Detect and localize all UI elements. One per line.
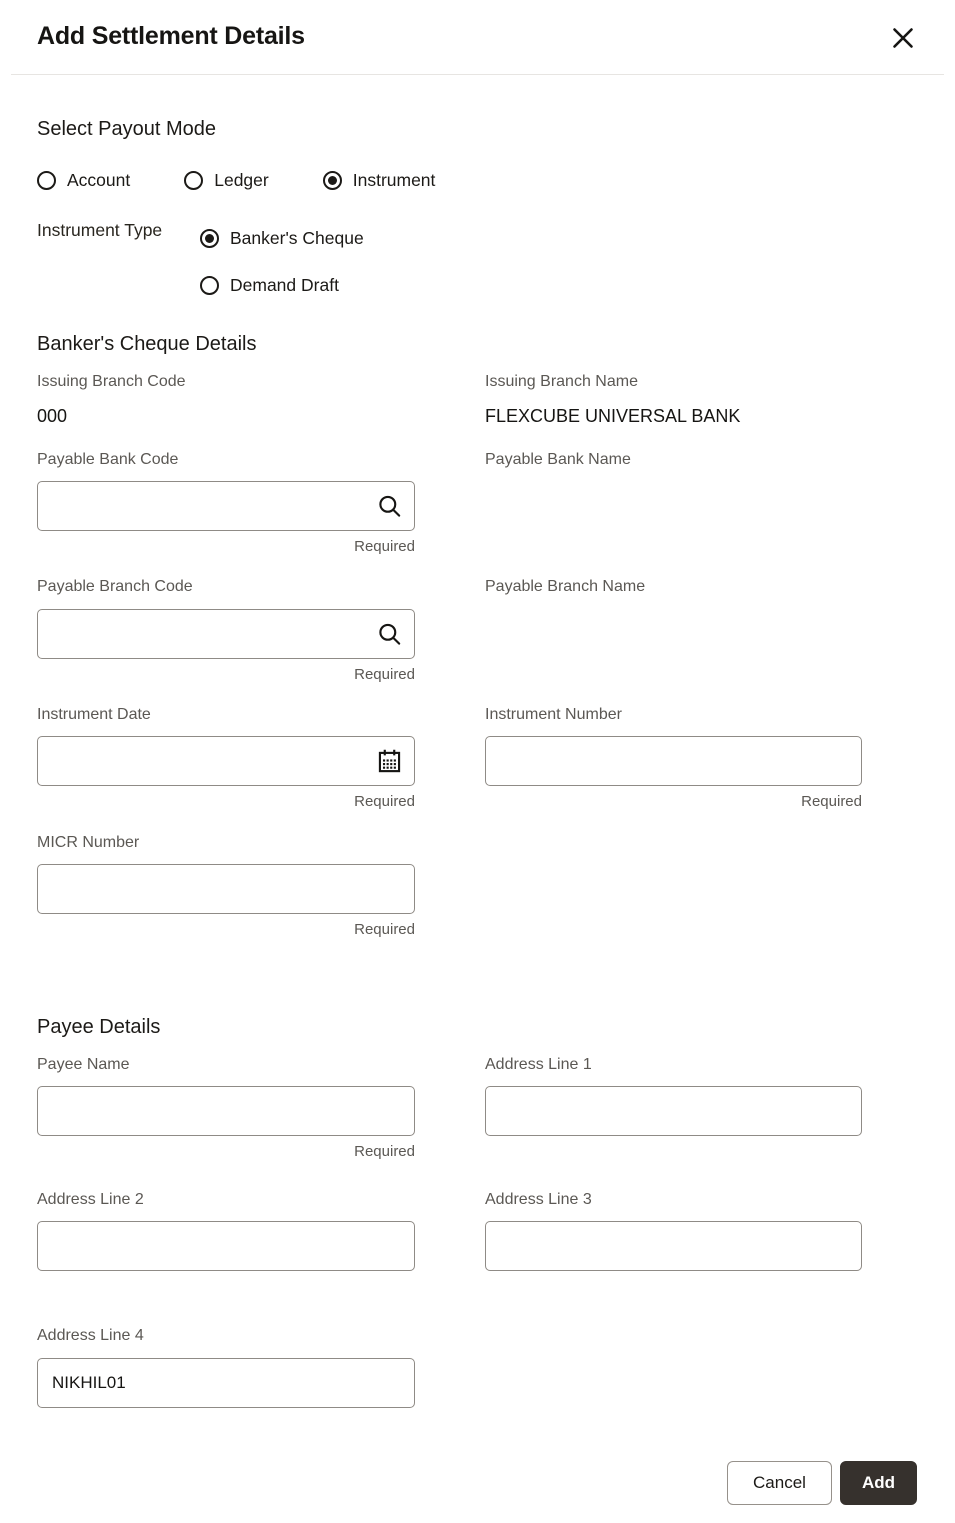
instrument-date-input-wrap <box>37 736 415 786</box>
form-row <box>37 450 918 556</box>
payable-bank-code-input[interactable] <box>37 481 415 531</box>
form-row <box>37 1055 918 1161</box>
radio-option-demand-draft[interactable] <box>200 275 364 296</box>
instrument-date-input[interactable] <box>37 736 415 786</box>
issuing-branch-name-field <box>485 372 862 428</box>
micr-number-label: MICR Number <box>37 833 140 851</box>
payable-bank-code-field <box>37 450 415 556</box>
modal-title: Add Settlement Details <box>37 22 305 50</box>
micr-number-input[interactable] <box>37 864 415 914</box>
payable-bank-name-field <box>485 450 862 469</box>
search-icon[interactable] <box>376 620 403 647</box>
payee-name-field <box>37 1055 415 1161</box>
payable-bank-code-label: Payable Bank Code <box>37 450 179 468</box>
payable-bank-code-required: Required <box>354 537 415 555</box>
radio-option-bankers-cheque[interactable] <box>200 228 364 249</box>
radio-circle-bankers-cheque <box>200 229 219 248</box>
radio-label-demand-draft: Demand Draft <box>230 275 339 295</box>
instrument-date-field <box>37 705 415 811</box>
modal-footer <box>727 1461 917 1505</box>
issuing-branch-name-value: FLEXCUBE UNIVERSAL BANK <box>485 406 741 427</box>
address-line-4-input-wrap <box>37 1358 415 1408</box>
payee-name-required: Required <box>354 1142 415 1160</box>
instrument-date-required: Required <box>354 793 415 811</box>
form-row <box>37 1190 918 1271</box>
address-line-3-field <box>485 1190 862 1271</box>
radio-label-account: Account <box>67 170 131 190</box>
address-line-4-input[interactable] <box>37 1358 415 1408</box>
instrument-number-required: Required <box>801 793 862 811</box>
issuing-branch-name-label: Issuing Branch Name <box>485 373 638 390</box>
payable-branch-name-field <box>485 577 862 596</box>
address-line-2-input-wrap <box>37 1221 415 1271</box>
radio-option-instrument[interactable] <box>323 170 436 191</box>
close-button[interactable] <box>888 23 918 53</box>
radio-circle-account <box>37 171 56 190</box>
radio-circle-instrument <box>323 171 342 190</box>
payable-branch-code-label: Payable Branch Code <box>37 578 193 596</box>
address-line-1-label: Address Line 1 <box>485 1055 592 1073</box>
payable-branch-code-input-wrap <box>37 609 415 659</box>
search-icon[interactable] <box>376 492 403 519</box>
form-row <box>37 1326 918 1407</box>
instrument-type-row <box>37 218 918 296</box>
instrument-number-field <box>485 705 862 811</box>
payout-mode-radio-group <box>37 170 918 191</box>
radio-circle-demand-draft <box>200 276 219 295</box>
address-line-3-label: Address Line 3 <box>485 1191 592 1209</box>
payable-bank-code-input-wrap <box>37 481 415 531</box>
radio-label-instrument: Instrument <box>352 170 436 190</box>
instrument-number-label: Instrument Number <box>485 706 622 724</box>
address-line-1-input[interactable] <box>485 1086 862 1136</box>
instrument-number-input-wrap <box>485 736 862 786</box>
address-line-3-input-wrap <box>485 1221 862 1271</box>
modal-header <box>0 0 955 53</box>
issuing-branch-code-label: Issuing Branch Code <box>37 373 186 390</box>
address-line-1-field <box>485 1055 862 1136</box>
instrument-type-radio-group <box>200 218 364 296</box>
radio-option-ledger[interactable] <box>184 170 269 191</box>
micr-number-input-wrap <box>37 864 415 914</box>
micr-number-required: Required <box>354 921 415 939</box>
micr-number-field <box>37 833 415 939</box>
radio-circle-ledger <box>184 171 203 190</box>
address-line-4-field <box>37 1326 415 1407</box>
address-line-2-input[interactable] <box>37 1221 415 1271</box>
issuing-branch-code-value: 000 <box>37 406 68 427</box>
form-row <box>37 577 918 683</box>
payee-details-heading: Payee Details <box>37 1015 161 1038</box>
payable-branch-name-label: Payable Branch Name <box>485 578 646 596</box>
payable-branch-code-field <box>37 577 415 683</box>
payee-name-input-wrap <box>37 1086 415 1136</box>
address-line-2-field <box>37 1190 415 1271</box>
radio-label-bankers-cheque: Banker's Cheque <box>230 228 364 248</box>
payee-name-input[interactable] <box>37 1086 415 1136</box>
header-divider <box>11 74 944 75</box>
address-line-1-input-wrap <box>485 1086 862 1136</box>
payee-name-label: Payee Name <box>37 1055 130 1073</box>
payable-branch-code-input[interactable] <box>37 609 415 659</box>
form-row <box>37 372 918 428</box>
payable-branch-code-required: Required <box>354 665 415 683</box>
instrument-number-input[interactable] <box>485 736 862 786</box>
instrument-date-label: Instrument Date <box>37 706 151 724</box>
form-row <box>37 833 918 939</box>
form-row <box>37 705 918 811</box>
address-line-2-label: Address Line 2 <box>37 1191 144 1209</box>
radio-label-ledger: Ledger <box>214 170 269 190</box>
radio-option-account[interactable] <box>37 170 130 191</box>
add-button[interactable]: Add <box>840 1461 917 1505</box>
payout-mode-heading: Select Payout Mode <box>37 118 216 140</box>
cancel-button[interactable]: Cancel <box>727 1461 832 1505</box>
instrument-type-label: Instrument Type <box>37 220 163 240</box>
calendar-icon[interactable] <box>376 748 403 775</box>
x-icon <box>888 41 918 56</box>
modal-content <box>0 117 955 1408</box>
payable-bank-name-label: Payable Bank Name <box>485 450 631 468</box>
cheque-details-heading: Banker's Cheque Details <box>37 333 257 355</box>
issuing-branch-code-field <box>37 372 415 428</box>
address-line-3-input[interactable] <box>485 1221 862 1271</box>
address-line-4-label: Address Line 4 <box>37 1327 144 1345</box>
